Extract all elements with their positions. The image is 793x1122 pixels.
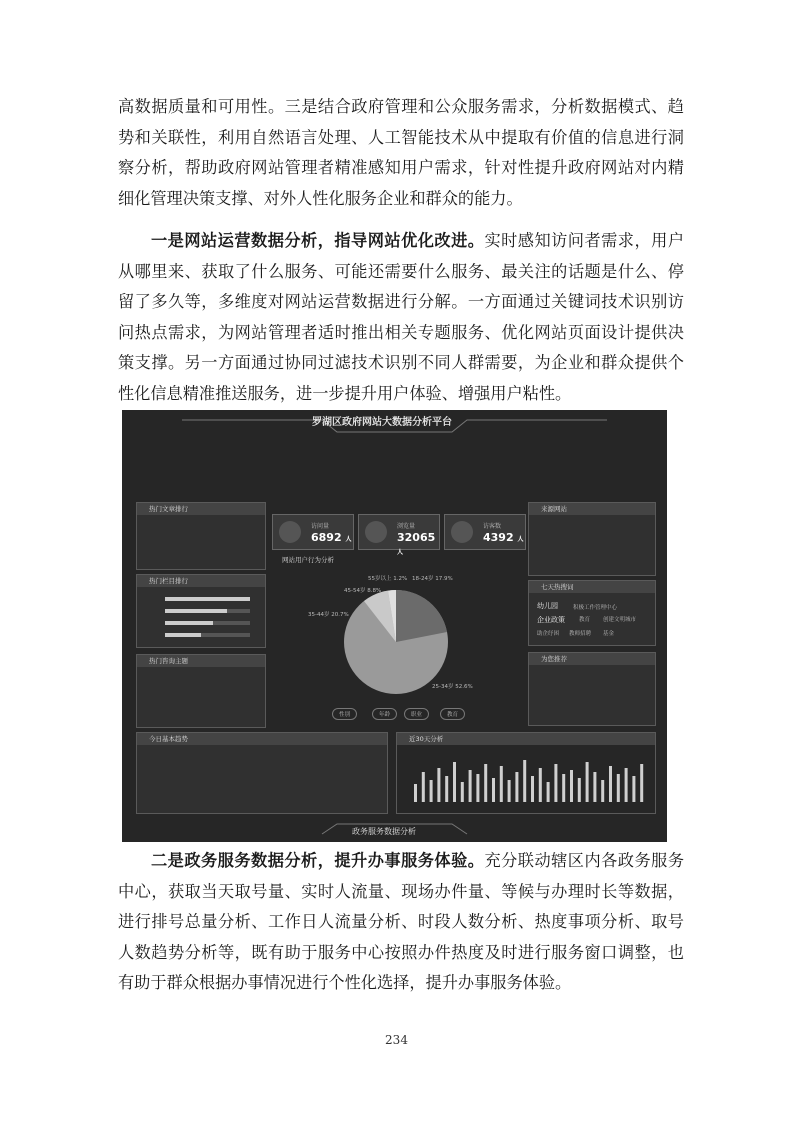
hot-words-title: 七天热搜词 — [529, 581, 655, 593]
trend-30-panel — [396, 732, 656, 814]
visitors-icon — [451, 521, 473, 543]
paragraph-2 — [118, 226, 684, 410]
today-trend-title: 今日基本趋势 — [137, 733, 387, 745]
dashboard-footer: 政务服务数据分析 — [352, 827, 416, 836]
filter-button-gender[interactable]: 性别 — [332, 708, 357, 720]
hot-topics-title: 热门咨询主题 — [137, 655, 265, 667]
hot-articles-title: 热门文章排行 — [137, 503, 265, 515]
page-number: 234 — [385, 1033, 408, 1047]
pageviews-icon — [365, 521, 387, 543]
paragraph-3 — [118, 846, 684, 999]
stat-visitors: 访客数 4392 人 — [444, 514, 526, 550]
sources-title: 来源网站 — [529, 503, 655, 515]
hot-topics-panel — [136, 654, 266, 728]
age-pie-chart — [344, 590, 448, 694]
paragraph-1: 高数据质量和可用性。三是结合政府管理和公众服务需求，分析数据模式、趋势和关联性，利用自然语言处理、人工智能技术从中提取有价值的信息进行洞察分析，帮助政府网站管理者精准感知用户需求，针对性提升政府网站对内精细化管理决策支撑、对外人性化服务企业和群众的能力。 — [118, 97, 684, 208]
hot-columns-title: 热门栏目排行 — [137, 575, 265, 587]
paragraph-3-body: 充分联动辖区内各政务服务中心，获取当天取号量、实时人流量、现场办件量、等候与办理时长等数据，进行排号总量分析、工作日人流量分析、时段人数分析、热度事项分析、取号人数趋势分析等，既有助于服务中心按照办件热度及时进行服务窗口调整，也有助于群众根据办事情况进行个性化选择，提升办事服务体验。 — [118, 851, 685, 993]
paragraph-2-body: 实时感知访问者需求，用户从哪里来、获取了什么服务、可能还需要什么服务、最关注的话题是什么、停留了多久等，多维度对网站运营数据进行分解。一方面通过关键词技术识别访问热点需求，为网站管理者适时推出相关专题服务、优化网站页面设计提供决策支撑。另一方面通过协同过滤技术识别不同人群需要，为企业和群众提供个性化信息精准推送服务，进一步提升用户体验、增强用户粘性。 — [118, 231, 685, 403]
paragraph-3-lead: 二是政务服务数据分析，提升办事服务体验。 — [151, 851, 485, 870]
hot-columns-panel — [136, 574, 266, 648]
filter-button-job[interactable]: 职业 — [404, 708, 429, 720]
trend-30-title: 近30天分析 — [397, 733, 655, 745]
dashboard-figure: 罗湖区政府网站大数据分析平台 热门文章排行 热门栏目排行 热门咨询主题 访问量 6892 人 浏览量 32065 人 访客数 4392 人 网站用户行为分析 18-24岁 17.9% 25-34岁 52.6% 35-44岁 20.7% 45-54岁 8.8% 55岁以上 1.2% 性别 年龄 职业 教育 来源网站 七天热搜词 幼儿园 积极工作管理中心 企业政策 教育 创建文明城市 助企纾困 教师招聘 基金 为您推荐 今日基本趋势 近30天分析 政务服务数据分析 — [122, 410, 667, 842]
recommend-title: 为您推荐 — [529, 653, 655, 665]
dashboard-title: 罗湖区政府网站大数据分析平台 — [312, 417, 452, 428]
stat-pageviews: 浏览量 32065 人 — [358, 514, 440, 550]
hot-words-panel: 七天热搜词 幼儿园 积极工作管理中心 企业政策 教育 创建文明城市 助企纾困 教师招聘 基金 — [528, 580, 656, 646]
filter-button-education[interactable]: 教育 — [440, 708, 465, 720]
today-trend-panel — [136, 732, 388, 814]
filter-button-age[interactable]: 年龄 — [372, 708, 397, 720]
hot-articles-panel — [136, 502, 266, 570]
visits-icon — [279, 521, 301, 543]
paragraph-2-lead: 一是网站运营数据分析，指导网站优化改进。 — [151, 231, 485, 250]
user-behavior-title: 网站用户行为分析 — [282, 556, 334, 564]
sources-panel — [528, 502, 656, 576]
dashboard-intro — [160, 452, 630, 461]
stat-visits: 访问量 6892 人 — [272, 514, 354, 550]
recommend-panel — [528, 652, 656, 726]
